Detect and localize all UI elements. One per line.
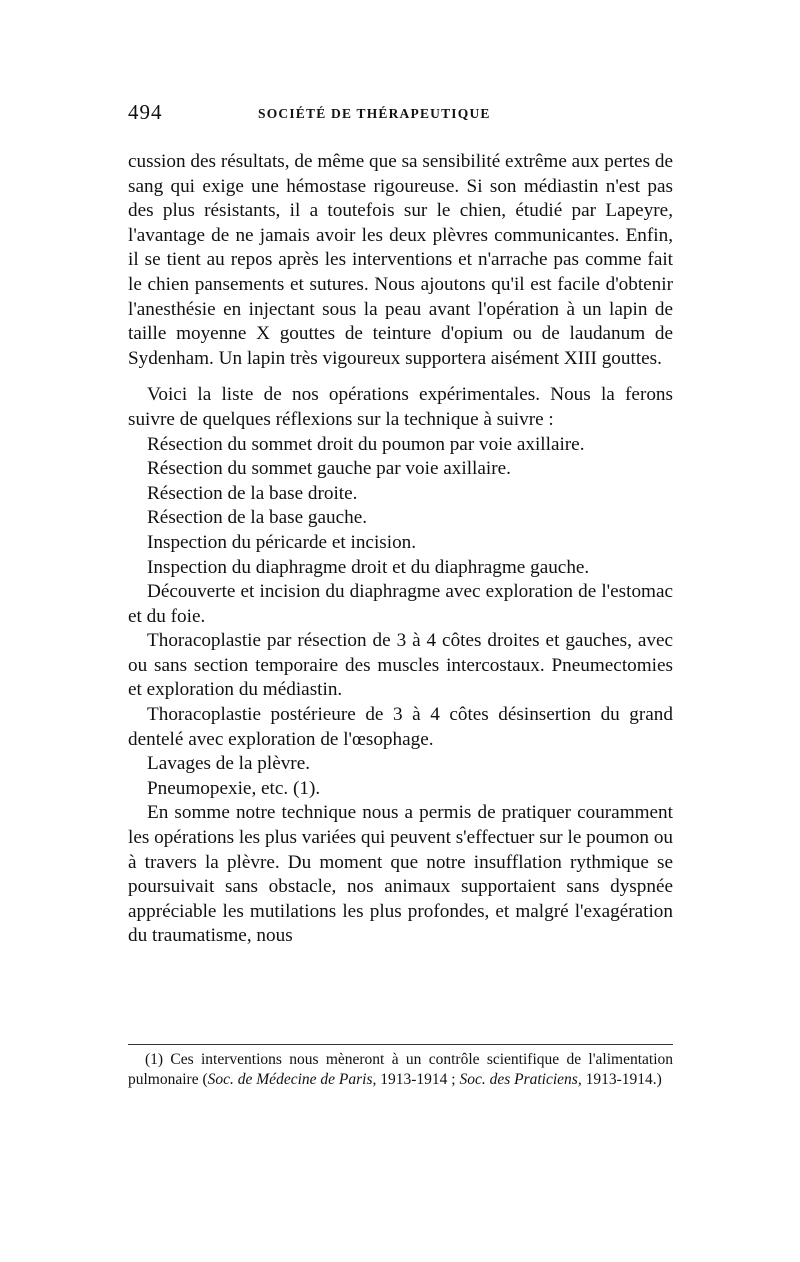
footnote [128, 1050, 673, 1089]
paragraph-intro-list: Voici la liste de nos opérations expérimentales. Nous la ferons suivre de quelques réflexions sur la technique à suivre : [128, 384, 673, 430]
list-item: Lavages de la plèvre. [147, 753, 311, 775]
list-item: Résection de la base gauche. [147, 507, 368, 529]
list-item: Découverte et incision du diaphragme avec exploration de l'estomac et du foie. [128, 581, 673, 627]
footnote-text: 1913-1914 ; [376, 1070, 460, 1088]
list-item: Résection de la base droite. [147, 482, 358, 504]
list-item: Inspection du diaphragme droit et du diaphragme gauche. [147, 556, 590, 578]
list-item: Inspection du péricarde et incision. [147, 531, 417, 553]
page-number: 494 [128, 100, 163, 124]
list-item: Résection du sommet droit du poumon par voie axillaire. [147, 433, 585, 455]
footnote-reference: Soc. de Médecine de Paris, [207, 1070, 377, 1088]
list-item: Pneumopexie, etc. (1). [147, 777, 321, 799]
footnote-text: (1) Ces interventions nous mèneront à un contrôle scientifique de l'alimentation pulmonaire ( [128, 1051, 673, 1088]
footnote-text: 1913-1914.) [581, 1070, 662, 1088]
list-item: Résection du sommet gauche par voie axillaire. [147, 458, 511, 480]
paragraph-continuation: cussion des résultats, de même que sa sensibilité extrême aux pertes de sang qui exige une hémostase rigoureuse. Si son médiastin n'est pas des plus résistants, il a toutefois sur le chien, étudié par Lapeyre, l'avantage de ne jamais avoir les deux plèvres communicantes. Enfin, il se tient au repos après les interventions et n'arrache pas comme fait le chien pansements et sutures. Nous ajoutons qu'il est facile d'obtenir l'anesthésie en injectant sous la peau avant l'opération à un lapin de taille moyenne X gouttes de teinture d'opium ou de laudanum de Sydenham. Un lapin très vigoureux supportera aisément XIII gouttes. [128, 151, 673, 369]
running-title: SOCIÉTÉ DE THÉRAPEUTIQUE [258, 106, 491, 121]
list-item: Thoracoplastie postérieure de 3 à 4 côtes désinsertion du grand dentelé avec exploration de l'œsophage. [128, 704, 673, 750]
page-header [128, 100, 673, 130]
paragraph-conclusion: En somme notre technique nous a permis de pratiquer couramment les opérations les plus variées qui peuvent s'effectuer sur le poumon ou à travers la plèvre. Du moment que notre insufflation rythmique se poursuivait sans obstacle, nos animaux supportaient sans dyspnée appréciable les mutilations les plus profondes, et malgré l'exagération du traumatisme, nous [128, 802, 674, 947]
body-text [128, 150, 673, 949]
list-item: Thoracoplastie par résection de 3 à 4 côtes droites et gauches, avec ou sans section temporaire des muscles intercostaux. Pneumectomies et exploration du médiastin. [128, 630, 673, 701]
footnote-divider [128, 1044, 673, 1045]
footnote-reference: Soc. des Praticiens, [459, 1070, 582, 1088]
